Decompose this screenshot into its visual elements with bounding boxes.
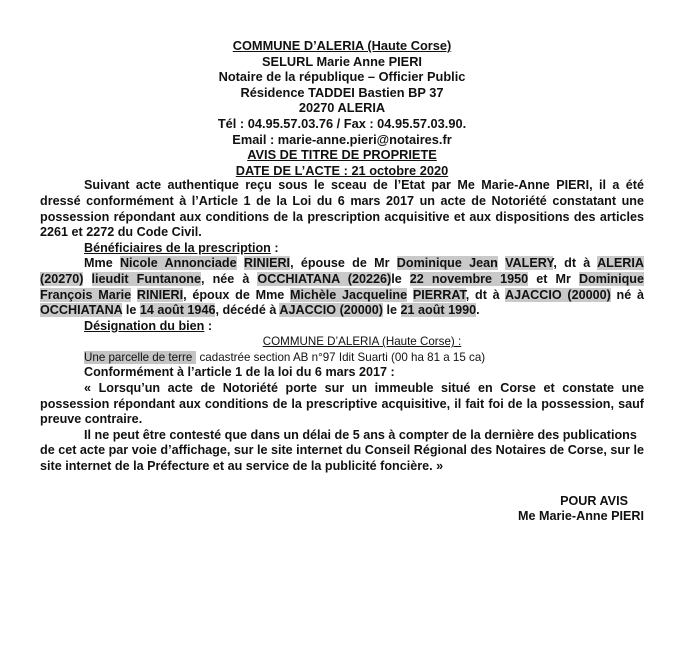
office-phone: Tél : 04.95.57.03.76 / Fax : 04.95.57.03.90. xyxy=(217,115,467,131)
highlighted-field: PIERRAT xyxy=(412,287,466,302)
parcel-label: Une parcelle de terre xyxy=(84,351,196,364)
highlighted-field: OCCHIATANA xyxy=(40,303,123,318)
signature-name: Me Marie-Anne PIERI xyxy=(518,509,644,524)
beneficiaries-heading-colon: : xyxy=(270,240,279,255)
designation-heading-colon: : xyxy=(204,318,213,333)
office-address: Résidence TADDEI Bastien BP 37 xyxy=(240,84,444,100)
text-segment xyxy=(407,288,413,302)
law-quote: « Lorsqu’un acte de Notoriété porte sur un immeuble situé en Corse et constate une possession répondant aux conditions de la prescriptive acquisitive, il fait foi de la possession, sauf preuve contraire. xyxy=(40,381,644,427)
text-segment: le xyxy=(391,271,410,286)
highlighted-field: RINIERI xyxy=(136,287,184,302)
highlighted-field: 14 août 1946 xyxy=(139,303,216,318)
highlighted-field: Dominique Jean xyxy=(396,256,498,271)
notice-title: AVIS DE TITRE DE PROPRIETE xyxy=(247,147,437,163)
text-segment: , décédé à xyxy=(215,303,280,318)
highlighted-field: AJACCIO (20000) xyxy=(279,303,383,318)
beneficiaries-heading-text: Bénéficiaires de la prescription xyxy=(84,240,271,255)
text-segment xyxy=(498,256,505,270)
highlighted-field: OCCHIATANA (20226) xyxy=(257,271,392,286)
highlighted-field: 21 août 1990 xyxy=(400,303,477,318)
commune-title: COMMUNE D’ALERIA (Haute Corse) xyxy=(232,38,452,53)
text-segment xyxy=(83,272,91,286)
beneficiaries-paragraph xyxy=(40,256,644,318)
highlighted-field: VALERY xyxy=(505,256,554,271)
highlighted-field: lieudit Funtanone xyxy=(91,271,202,286)
text-segment: le xyxy=(382,303,401,318)
text-segment: , née à xyxy=(201,271,258,286)
spacer xyxy=(40,475,644,494)
text-segment xyxy=(237,256,244,270)
office-city: 20270 ALERIA xyxy=(298,100,386,116)
deed-date: DATE DE L’ACTE : 21 octobre 2020 xyxy=(235,162,449,178)
text-segment: né à xyxy=(610,287,645,302)
law-reference: Conformément à l’article 1 de la loi du 6 mars 2017 : xyxy=(84,365,395,380)
notice-document xyxy=(40,38,644,525)
highlighted-field: 22 novembre 1950 xyxy=(409,271,529,286)
parcel-description xyxy=(40,350,644,366)
office-email: Email : marie-anne.pieri@notaires.fr xyxy=(232,131,452,147)
letterhead xyxy=(40,38,644,178)
text-segment: , époux de Mme xyxy=(183,287,291,302)
text-segment: , épouse de Mr xyxy=(290,256,397,271)
designation-heading xyxy=(40,319,644,335)
office-name: SELURL Marie Anne PIERI xyxy=(262,53,422,69)
highlighted-field: ALERIA (20270) xyxy=(40,256,644,286)
signature-block xyxy=(40,494,644,525)
intro-paragraph: Suivant acte authentique reçu sous le sceau de l’Etat par Me Marie-Anne PIERI, il a été dressé conformément à l’Article 1 de la Loi du 6 mars 2017 un acte de Notoriété constatant une possession répondant aux conditions de la prescription acquisitive et aux dispositions des articles 2261 et 2272 du Code Civil. xyxy=(40,178,644,240)
property-commune: COMMUNE D’ALERIA (Haute Corse) : xyxy=(262,335,462,349)
text-segment: , dt à xyxy=(553,256,598,271)
notary-role: Notaire de la république – Officier Public xyxy=(218,69,466,85)
text-segment: , dt à xyxy=(465,287,505,302)
text-segment: . xyxy=(476,303,480,318)
designation-heading-text: Désignation du bien xyxy=(84,318,205,333)
contest-paragraph: Il ne peut être contesté que dans un délai de 5 ans à compter de la dernière des publications de cet acte par voie d’affichage, sur le site internet du Conseil Régional des Notaires de Corse, sur le site internet de la Préfecture et au service de la publicité foncière. » xyxy=(40,427,644,474)
text-segment: Mme xyxy=(84,256,120,271)
text-segment: le xyxy=(122,303,140,318)
highlighted-field: Nicole Annonciade xyxy=(119,256,237,271)
signature-pour-avis: POUR AVIS xyxy=(560,493,628,508)
text-segment: et Mr xyxy=(528,271,579,286)
highlighted-field: RINIERI xyxy=(243,256,291,271)
highlighted-field: Michèle Jacqueline xyxy=(290,287,408,302)
highlighted-field: AJACCIO (20000) xyxy=(504,287,611,302)
parcel-detail: cadastrée section AB n°97 Idit Suarti (00 ha 81 a 15 ca) xyxy=(196,350,486,364)
highlighted-field: Dominique François Marie xyxy=(40,271,645,302)
beneficiaries-heading xyxy=(40,241,644,257)
